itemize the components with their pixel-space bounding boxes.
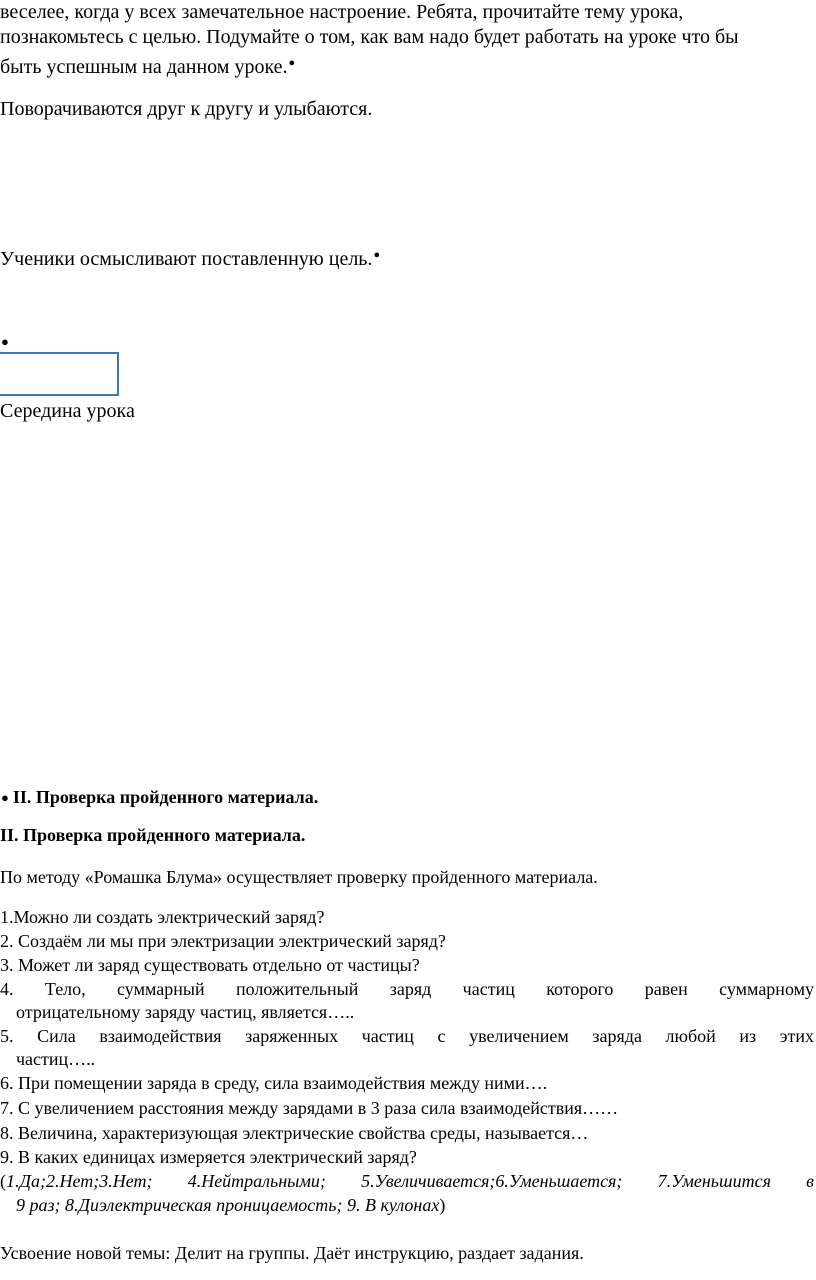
question-3: 3. Может ли заряд существовать отдельно от частицы? xyxy=(0,955,420,975)
students-turn-text: Поворачиваются друг к другу и улыбаются. xyxy=(0,98,373,120)
answers-line-2-text: 9 раз; 8.Диэлектрическая проницаемость; 9. В кулонах xyxy=(16,1195,440,1215)
answers-line-1-text: 1.Да;2.Нет;3.Нет; 4.Нейтральными; 5.Увеличивается;6.Уменьшается; 7.Уменьшится в xyxy=(6,1171,814,1191)
empty-text-frame xyxy=(0,352,119,396)
question-9: 9. В каких единицах измеряется электрический заряд? xyxy=(0,1147,417,1167)
bullet-icon: ● xyxy=(1,334,9,349)
question-4-line-2: отрицательному заряду частиц, является….. xyxy=(16,1002,355,1022)
question-6: 6. При помещении заряда в среду, сила взаимодействия между ними…. xyxy=(0,1073,548,1093)
intro-line-3 xyxy=(0,51,295,80)
question-4-line-1: 4. Тело, суммарный положительный заряд частиц которого равен суммарному xyxy=(0,979,814,999)
bullet-icon: ● xyxy=(288,57,296,69)
question-5-line-1: 5. Сила взаимодействия заряженных частиц с увеличением заряда любой из этих xyxy=(0,1026,814,1046)
question-1: 1.Можно ли создать электрический заряд? xyxy=(0,907,325,927)
section-heading-bulleted xyxy=(0,785,318,810)
intro-line-1: веселее, когда у всех замечательное настроение. Ребята, прочитайте тему урока, xyxy=(0,1,684,23)
intro-line-3-text: быть успешным на данном уроке. xyxy=(0,56,288,78)
question-8: 8. Величина, характеризующая электрические свойства среды, называется… xyxy=(0,1123,589,1143)
bullet-icon: ● xyxy=(1,790,9,805)
method-line: По методу «Ромашка Блума» осуществляет проверку пройденного материала. xyxy=(0,867,598,887)
answers-close-paren: ) xyxy=(439,1195,446,1215)
answers-line-1 xyxy=(0,1169,814,1193)
bullet-icon: ● xyxy=(373,249,381,261)
question-5-line-2: частиц….. xyxy=(16,1049,96,1069)
students-goal-line xyxy=(0,243,380,272)
intro-line-2: познакомьтесь с целью. Подумайте о том, как вам надо будет работать на уроке что бы xyxy=(0,26,739,48)
question-7: 7. С увеличением расстояния между зарядами в 3 раза сила взаимодействия…… xyxy=(0,1098,619,1118)
section-heading-bulleted-text: II. Проверка пройденного материала. xyxy=(12,787,319,807)
answers-open-paren: ( xyxy=(0,1171,6,1191)
answers-line-2 xyxy=(0,1193,445,1217)
students-goal-text: Ученики осмысливают поставленную цель. xyxy=(0,248,373,270)
middle-of-lesson-label: Середина урока xyxy=(0,400,135,422)
question-2: 2. Создаём ли мы при электризации электрический заряд? xyxy=(0,931,446,951)
section-heading: II. Проверка пройденного материала. xyxy=(0,825,306,845)
new-topic-line: Усвоение новой темы: Делит на группы. Даёт инструкцию, раздает задания. xyxy=(0,1243,584,1263)
